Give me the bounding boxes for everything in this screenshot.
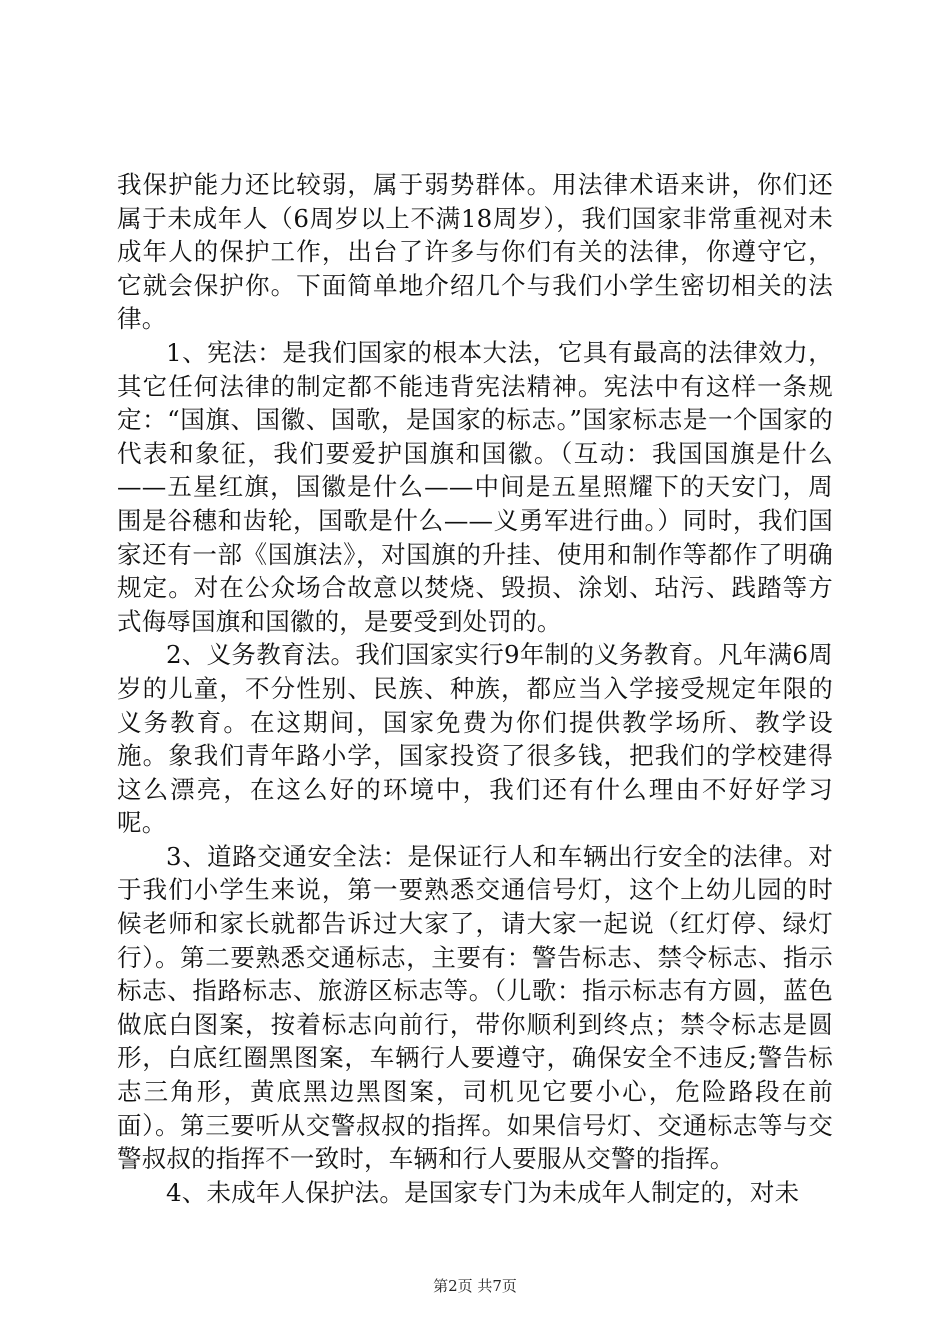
paragraph-constitution: 1、宪法：是我们国家的根本大法，它具有最高的法律效力，其它任何法律的制定都不能违背宪法精神。宪法中有这样一条规定：“国旗、国徽、国歌，是国家的标志。”国家标志是一个国家的代表和象征，我们要爱护国旗和国徽。（互动：我国国旗是什么——五星红旗，国徽是什么——中间是五星照耀下的天安门，周围是谷穗和齿轮，国歌是什么——义勇军进行曲。）同时，我们国家还有一部《国旗法》，对国旗的升挂、使用和制作等都作了明确规定。对在公众场合故意以焚烧、毁损、涂划、玷污、践踏等方式侮辱国旗和国徽的，是要受到处罚的。 (117, 337, 833, 636)
document-body (117, 168, 833, 1209)
page-footer: 第2页 共7页 (433, 1277, 517, 1295)
paragraph-road-traffic-safety: 3、道路交通安全法：是保证行人和车辆出行安全的法律。对于我们小学生来说，第一要熟悉交通信号灯，这个上幼儿园的时候老师和家长就都告诉过大家了，请大家一起说（红灯停、绿灯行）。第二要熟悉交通标志，主要有：警告标志、禁令标志、指示标志、指路标志、旅游区标志等。（儿歌：指示标志有方圆，蓝色做底白图案，按着标志向前行，带你顺利到终点；禁令标志是圆形，白底红圈黑图案，车辆行人要遵守，确保安全不违反;警告标志三角形，黄底黑边黑图案，司机见它要小心，危险路段在前面）。第三要听从交警叔叔的指挥。如果信号灯、交通标志等与交警叔叔的指挥不一致时，车辆和行人要服从交警的指挥。 (117, 841, 833, 1174)
paragraph-compulsory-education: 2、义务教育法。我们国家实行9年制的义务教育。凡年满6周岁的儿童，不分性别、民族、种族，都应当入学接受规定年限的义务教育。在这期间，国家免费为你们提供教学场所、教学设施。象我们青年路小学，国家投资了很多钱，把我们的学校建得这么漂亮，在这么好的环境中，我们还有什么理由不好好学习呢。 (117, 640, 833, 838)
paragraph-continuation: 我保护能力还比较弱，属于弱势群体。用法律术语来讲，你们还属于未成年人（6周岁以上不满18周岁），我们国家非常重视对未成年人的保护工作，出台了许多与你们有关的法律，你遵守它，它就会保护你。下面简单地介绍几个与我们小学生密切相关的法律。 (117, 170, 833, 334)
paragraph-minor-protection: 4、未成年人保护法。是国家专门为未成年人制定的，对未 (166, 1177, 800, 1207)
